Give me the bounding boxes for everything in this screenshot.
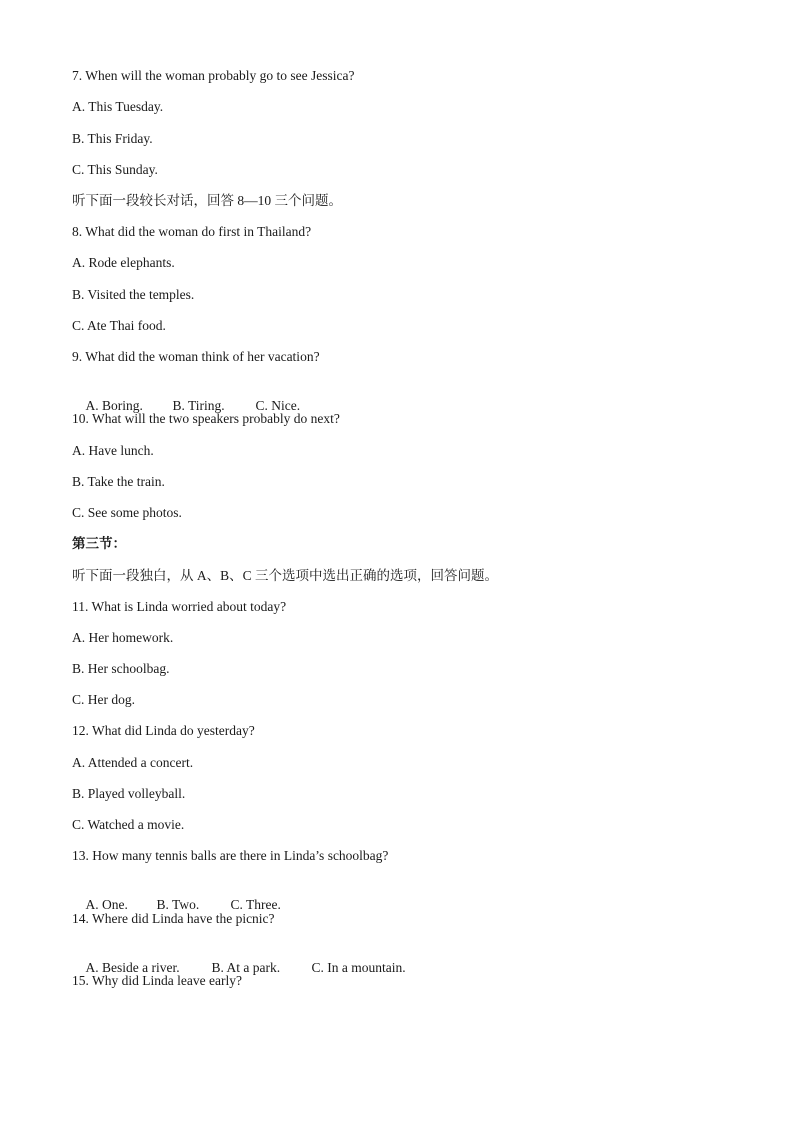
q12-option-a: A. Attended a concert. [72,755,194,770]
question-13: 13. How many tennis balls are there in Linda’s schoolbag? [72,848,389,863]
question-12: 12. What did Linda do yesterday? [72,723,255,738]
q7-option-b: B. This Friday. [72,131,153,146]
question-15: 15. Why did Linda leave early? [72,973,242,988]
q9-option-b: B. Tiring. [172,398,225,413]
instruction-q8-10: 听下面一段较长对话，回答 8—10 三个问题。 [72,193,342,208]
question-8: 8. What did the woman do first in Thailand? [72,224,312,239]
q10-option-c: C. See some photos. [72,505,182,520]
q12-option-c: C. Watched a movie. [72,817,185,832]
q11-option-c: C. Her dog. [72,692,135,707]
q7-option-a: A. This Tuesday. [72,99,164,114]
q11-option-b: B. Her schoolbag. [72,661,170,676]
question-7: 7. When will the woman probably go to see Jessica? [72,68,355,83]
q14-option-b: B. At a park. [211,960,281,975]
q8-option-c: C. Ate Thai food. [72,318,166,333]
q9-option-c: C. Nice. [255,398,301,413]
section-3-heading: 第三节： [72,536,126,551]
q7-option-c: C. This Sunday. [72,162,158,177]
q9-option-a: A. Boring. [85,398,143,413]
q13-option-a: A. One. [85,897,128,912]
q14-option-c: C. In a mountain. [311,960,406,975]
question-11: 11. What is Linda worried about today? [72,599,287,614]
question-14: 14. Where did Linda have the picnic? [72,911,275,926]
q8-option-b: B. Visited the temples. [72,287,195,302]
question-9: 9. What did the woman think of her vacation? [72,349,320,364]
question-10: 10. What will the two speakers probably do next? [72,411,340,426]
q11-option-a: A. Her homework. [72,630,174,645]
q13-option-b: B. Two. [156,897,200,912]
q10-option-b: B. Take the train. [72,474,165,489]
instruction-section-3: 听下面一段独白，从 A、B、C 三个选项中选出正确的选项，回答问题。 [72,568,499,583]
q10-option-a: A. Have lunch. [72,443,154,458]
q12-option-b: B. Played volleyball. [72,786,186,801]
q14-option-a: A. Beside a river. [85,960,180,975]
q13-option-c: C. Three. [230,897,281,912]
q8-option-a: A. Rode elephants. [72,255,175,270]
